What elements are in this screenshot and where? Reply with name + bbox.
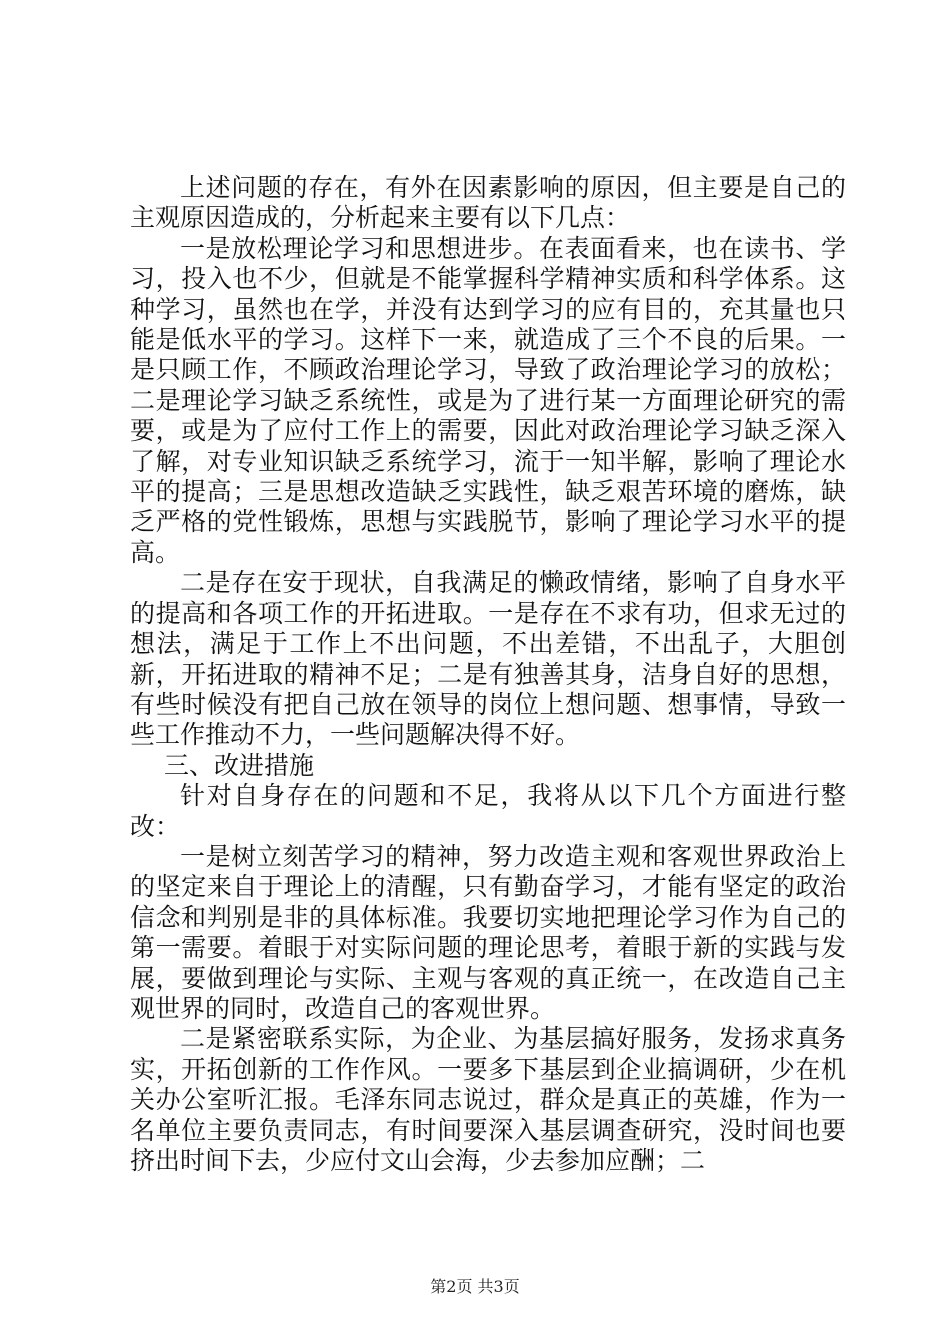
page-number-footer: 第2页 共3页: [430, 1277, 520, 1296]
paragraph-causes-intro: 上述问题的存在，有外在因素影响的原因，但主要是自己的主观原因造成的，分析起来主要有以下几点：: [130, 173, 846, 233]
paragraph-theory-study: 一是放松理论学习和思想进步。在表面看来，也在读书、学习，投入也不少，但就是不能掌握科学精神实质和科学体系。这种学习，虽然也在学，并没有达到学习的应有目的，充其量也只能是低水平的学习。这样下一来，就造成了三个不良的后果。一是只顾工作，不顾政治理论学习，导致了政治理论学习的放松；二是理论学习缺乏系统性，或是为了进行某一方面理论研究的需要，或是为了应付工作上的需要，因此对政治理论学习缺乏深入了解，对专业知识缺乏系统学习，流于一知半解，影响了理论水平的提高；三是思想改造缺乏实践性，缺乏艰苦环境的磨炼，缺乏严格的党性锻炼，思想与实践脱节，影响了理论学习水平的提高。: [130, 233, 846, 567]
paragraph-measure-service: 二是紧密联系实际，为企业、为基层搞好服务，发扬求真务实，开拓创新的工作作风。一要多下基层到企业搞调研，少在机关办公室听汇报。毛泽东同志说过，群众是真正的英雄，作为一名单位主要负责同志，有时间要深入基层调查研究，没时间也要挤出时间下去，少应付文山会海，少去参加应酬；二: [130, 1024, 846, 1175]
section-heading-improvement: 三、改进措施: [164, 750, 315, 780]
paragraph-rectification-intro: 针对自身存在的问题和不足，我将从以下几个方面进行整改：: [130, 781, 846, 841]
paragraph-measure-study: 一是树立刻苦学习的精神，努力改造主观和客观世界政治上的坚定来自于理论上的清醒，只有勤奋学习，才能有坚定的政治信念和判别是非的具体标准。我要切实地把理论学习作为自己的第一需要。着眼于对实际问题的理论思考，着眼于新的实践与发展，要做到理论与实际、主观与客观的真正统一，在改造自己主观世界的同时，改造自己的客观世界。: [130, 841, 846, 1023]
body-text: [130, 173, 846, 1176]
paragraph-complacency: 二是存在安于现状，自我满足的懒政情绪，影响了自身水平的提高和各项工作的开拓进取。一是存在不求有功，但求无过的想法，满足于工作上不出问题，不出差错，不出乱子，大胆创新，开拓进取的精神不足；二是有独善其身，洁身自好的思想，有些时候没有把自己放在领导的岗位上想问题、想事情，导致一些工作推动不力，一些问题解决得不好。: [130, 568, 846, 750]
